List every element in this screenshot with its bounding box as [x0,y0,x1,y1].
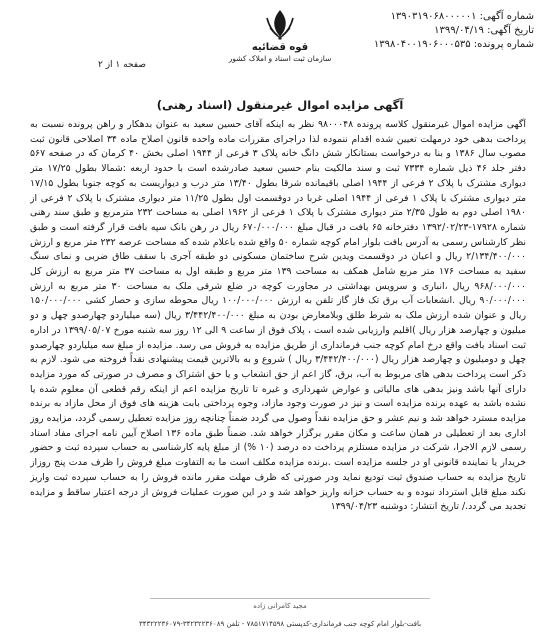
announcement-body [30,118,526,594]
body-text: آگهی مزایده اموال غیرمنقول کلاسه پرونده ۹۸۰۰۰۴۸ نظر به اینکه آقای حسین سعید به عنوان بدهکار و راهن پرونده نسبت به پرداخت بدهی خود درمهلت تعیین شده اقدام ننموده لذا دراجرای مقررات ماده واحده قانون اصلاح ماده ۳۴ اصلاحی قانون ثبت مصوب سال ۱۳۸۶ و بنا به درخواست بستانکار شش دانگ خانه پلاک ۳ فرعی از ۱۹۴۴ اصلی بخش ۴۰ کرمان که در صفحه ۵۶۷ دفتر جلد ۴۶ ذیل شماره ۷۳۳۴ ثبت و سند مالکیت بنام حسین سعید صادرشده است با حدود اربعه :شمالا بطول ۱۷/۲۵ متر دیواری مشترک با پلاک ۲ فرعی از ۱۹۴۴ اصلی باقیمانده شرقا بطول ۱۳/۴۰ متر درب و دیواریست به کوچه جنوبا بطول ۱۷/۱۵ متر دیواری مشترک با پلاک ۱ فرعی از ۱۹۴۴ اصلی غربا در دوقسمت اول بطول ۱۱/۲۵ متر دیواری مشترک با پلاک ۲ فرعی از ۱۹۸۰ اصلی دوم به طول ۲/۳۵ متر دیواری مشترک با پلاک ۱ فرعی از ۱۹۶۲ اصلی به مساحت ۲۳۲ مترمربع و طبق سند رهنی شماره ۱۷۹۲۸-۱۳۹۲/۰۲/۲۳ دفترخانه ۶۵ بافت در قبال مبلغ ۶۷۰/۰۰۰/۰۰۰ ریال در رهن بانک سپه بافت قرار گرفته است و طبق نظر کارشناس رسمی به آدرس بافت بلوار امام کوچه شماره ۵۰ واقع شده باعلام شده که مساحت عرصه ۲۳۲ متر مربع و ارزش ۲/۱۳۴/۴۰۰/۰۰۰ ریال و اعیان در دوقسمت ویدین شرح ساختمان مسکونی دو طبقه آجری با سقف طاق ضربی و نمای سنگ سفید به مساحت ۱۷۶ متر مربع شامل همکف به مساحت ۱۳۹ متر مربع و طبقه اول به مساحت ۳۷ متر مربع به ارزش کل ۹۶۸/۰۰۰/۰۰۰ ریال ،انباری و سرویس بهداشتی در مجاورت کوچه در ضلع شرقی ملک به مساحت ۳۰ متر مربع به ارزش ۹۰/۰۰۰/۰۰۰ ریال .انشعابات آب برق تک فاز گاز تلفن به ارزش ۱۰۰/۰۰۰/۰۰۰ ریال محوطه سازی و حصار کشی ۱۵۰/۰۰۰/۰۰۰ ریال و عنوان شده ارزش ملک به شرط طلق وبلامعارض بودن به مبلغ ۳/۴۴۲/۴۰۰/۰۰۰ ریال (سه میلیاردو چهارصدو چهل و دو میلیون و چهارصد هزار ریال )اقلیم وارزیابی شده است ، پلاک فوق از ساعت ۹ الی ۱۲ روز سه شنبه مورخ ۱۳۹۹/۰۵/۰۷ در اداره ثبت اسناد بافت واقع درخ امام کوچه جنب فرمانداری از طریق مزایده به فروش می رسد. مزایده از مبلغ سه میلیاردو چهارصدو چهل و دومیلیون و چهارصد هزار ریال (۳/۴۴۲/۴۰۰/۰۰۰ ریال ) شروع و به بالاترین قیمت پیشنهادی نقداً فروخته می شود. لازم به ذکر است پرداخت بدهی های مربوط به آب، برق، گاز اعم از حق انشعاب و یا حق اشتراک و مصرف در صورتی که مورد مزایده دارای آنها باشد ونیز بدهی های مالیاتی و عوارض شهرداری و غیره تا تاریخ مزایده اعم از اینکه رقم قطعی آن معلوم شده یا نشده باشد به عهده برنده مزایده است و نیز در صورت وجود مازاد، وجوه پرداختی بابت هزینه های فوق از محل مازاد به برنده مزایده مسترد خواهد شد و نیم عشر و حق مزایده نقداً وصول می گردد ضمناً چنانچه روز مزایده تعطیل رسمی گردد، مزایده روز اداری بعد از تعطیلی در همان ساعت و مکان مقرر برگزار خواهد شد. ضمناً طبق ماده ۱۳۶ اصلاح آیین نامه اجرای مفاد اسناد رسمی لازم الاجرا، شرکت در مزایده مستلزم پرداخت ده درصد (۱۰ %) از مبلغ پایه کارشناسی به حساب سپرده ثبت و حضور خریدار یا نماینده قانونی او در جلسه مزایده است .برنده مزایده مکلف است ما به التفاوت مبلغ فروش را ظرف مدت پنج روزاز تاریخ مزایده به حساب صندوق ثبت تودیع نماید ودر صورتی که ظرف مهلت مقرر مانده فروش را به حساب سپرده ثبت واریز نکند مبلغ قابل استرداد نبوده و به حساب خزانه واریز خواهد شد و در این صورت عملیات فروش از درجه اعتبار ساقط و مزایده تجدید می گردد./ تاریخ انتشار: دوشنبه ۱۳۹۹/۰۴/۲۳ [30,119,526,513]
page-title: آگهی مزایده اموال غیرمنقول (اسناد رهنی) [156,98,404,112]
file-number: شماره پرونده: ۱۳۹۸۰۴۰۰۱۹۰۶۰۰۰۵۳۵ [373,39,534,50]
footer-address: بافت-بلوار امام کوچه جنب فرمانداری-کدپستی ۷۸۵۱۷۱۴۵۹۸ - تلفن ۳۴۲۳۲۲۳۶۰۸۹-۳۴۳۲۲۲۳۶۰۷۹ [138,620,422,628]
org-name-registry: سازمان ثبت اسناد و املاک کشور [228,54,332,63]
ad-number: شماره آگهی: ۱۳۹۰۳۱۹۰۶۸۰۰۰۰۰۱ [390,11,534,22]
emblem-icon [263,8,297,40]
signature-name: مجید کامرانی زاده [253,602,307,610]
page-number: صفحه ۱ از ۲ [98,60,146,70]
ad-date: تاریخ آگهی: ۱۳۹۹/۰۴/۱۹ [434,25,534,36]
org-name-judiciary: قوه قضائیه [251,42,309,53]
organization-logo [215,8,345,70]
signature-divider [150,598,430,599]
ad-metadata [373,10,534,52]
